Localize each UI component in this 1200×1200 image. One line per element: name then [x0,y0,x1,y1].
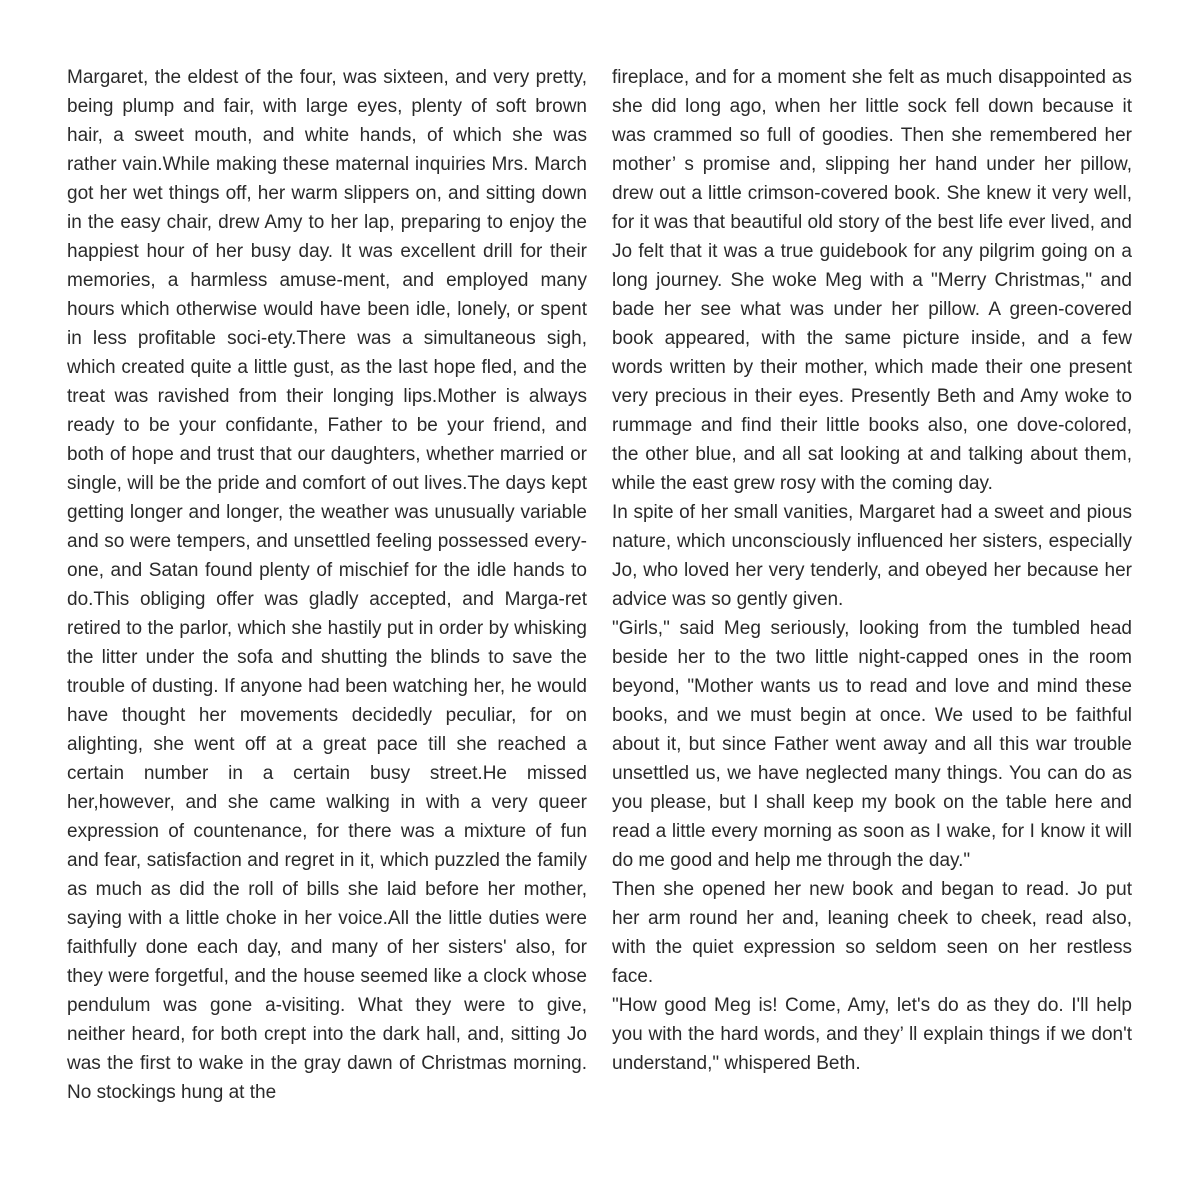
paragraph: Then she opened her new book and began to read. Jo put her arm round her and, leaning cheek to cheek, read also, with the quiet expression so seldom seen on her restless face. [612,879,1132,987]
paragraph: "Girls," said Meg seriously, looking from the tumbled head beside her to the two little night-capped ones in the room beyond, "Mother wants us to read and love and mind these books, and we must begin at once. We used to be faithful about it, but since Father went away and all this war trouble unsettled us, we have neglected many things. You can do as you please, but I shall keep my book on the table here and read a little every morning as soon as I wake, for I know it will do me good and help me through the day." [612,618,1132,871]
right-text-column [612,63,1132,1078]
paragraph: "How good Meg is! Come, Amy, let's do as they do. I'll help you with the hard words, and they’ ll explain things if we don't understand," whispered Beth. [612,995,1132,1074]
paragraph: In spite of her small vanities, Margaret had a sweet and pious nature, which unconsciously influenced her sisters, especially Jo, who loved her very tenderly, and obeyed her because her advice was so gently given. [612,502,1132,610]
paragraph: Margaret, the eldest of the four, was sixteen, and very pretty, being plump and fair, with large eyes, plenty of soft brown hair, a sweet mouth, and white hands, of which she was rather vain.While making these maternal inquiries Mrs. March got her wet things off, her warm slippers on, and sitting down in the easy chair, drew Amy to her lap, preparing to enjoy the happiest hour of her busy day. It was excellent drill for their memories, a harmless amuse-ment, and employed many hours which otherwise would have been idle, lonely, or spent in less profitable soci-ety.There was a simultaneous sigh, which created quite a little gust, as the last hope fled, and the treat was ravished from their longing lips.Mother is always ready to be your confidante, Father to be your friend, and both of hope and trust that our daughters, whether married or single, will be the pride and comfort of out lives.The days kept getting longer and longer, the weather was unusually variable and so were tempers, and unsettled feeling possessed every-one, and Satan found plenty of mischief for the idle hands to do.This obliging offer was gladly accepted, and Marga-ret retired to the parlor, which she hastily put in order by whisking the litter under the sofa and shutting the blinds to save the trouble of dusting. If anyone had been watching her, he would have thought her movements decidedly peculiar, for on alighting, she went off at a great pace till she reached a certain number in a certain busy street.He missed her,however, and she came walking in with a very queer expression of countenance, for there was a mixture of fun and fear, satisfaction and regret in it, which puzzled the family as much as did the roll of bills she laid before her mother, saying with a little choke in her voice.All the little duties were faithfully done each day, and many of her sisters' also, for they were forgetful, and the house seemed like a clock whose pendulum was gone a-visiting. What they were to give, neither heard, for both crept into the dark hall, and, sitting Jo was the first to wake in the gray dawn of Christmas morning. No stockings hung at the [67,67,587,1103]
paragraph: fireplace, and for a moment she felt as much disappointed as she did long ago, when her little sock fell down because it was crammed so full of goodies. Then she remembered her mother’ s promise and, slipping her hand under her pillow, drew out a little crimson-covered book. She knew it very well, for it was that beautiful old story of the best life ever lived, and Jo felt that it was a true guidebook for any pilgrim going on a long journey. She woke Meg with a "Merry Christmas," and bade her see what was under her pillow. A green-covered book appeared, with the same picture inside, and a few words written by their mother, which made their one present very precious in their eyes. Presently Beth and Amy woke to rummage and find their little books also, one dove-colored, the other blue, and all sat looking at and talking about them, while the east grew rosy with the coming day. [612,67,1132,494]
left-text-column [67,63,587,1107]
